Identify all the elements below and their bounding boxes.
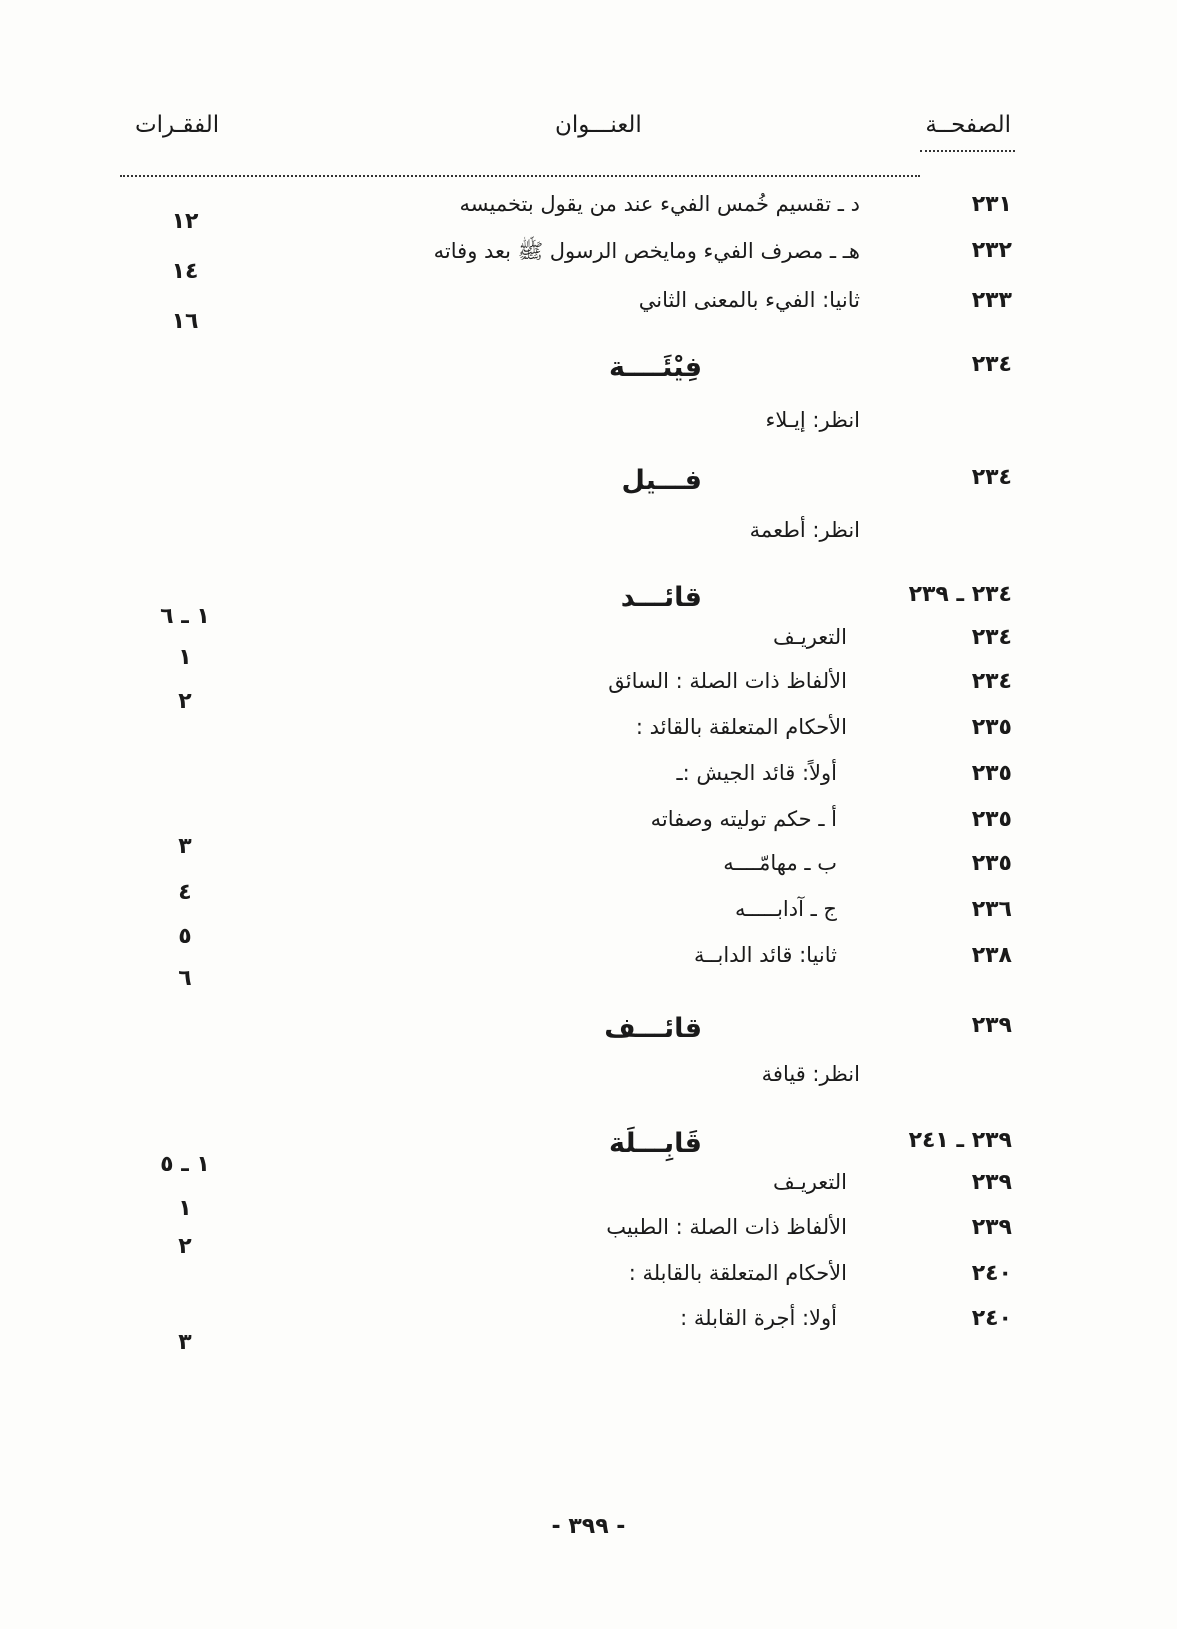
- page-ref: ٢٣٨: [971, 943, 1012, 968]
- index-row: [0, 1330, 1177, 1370]
- page-ref: ٢٣٩ ـ ٢٤١: [908, 1128, 1012, 1153]
- index-row: [0, 761, 1177, 801]
- paragraph-ref: ١: [178, 645, 192, 670]
- index-row: [0, 465, 1177, 505]
- paragraph-ref: ٦: [178, 966, 192, 991]
- entry-title: التعريـف: [772, 625, 847, 649]
- page-ref: ٢٣٤: [971, 669, 1012, 694]
- index-row: [0, 408, 1177, 448]
- entry-title: ثانيا: قائد الدابــة: [693, 943, 837, 967]
- page-ref: ٢٣٦: [971, 897, 1012, 922]
- paragraph-ref: ٤: [178, 880, 192, 905]
- entry-title: الألفاظ ذات الصلة : الطبيب: [606, 1215, 847, 1239]
- paragraph-ref: ٢: [178, 1234, 192, 1259]
- page-ref: ٢٣٤ ـ ٢٣٩: [908, 582, 1012, 607]
- page-ref: ٢٣٤: [971, 352, 1012, 377]
- page-ref: ٢٣٩: [971, 1170, 1012, 1195]
- index-row: [0, 715, 1177, 755]
- entry-title: التعريـف: [772, 1170, 847, 1194]
- page-ref: ٢٣٥: [971, 715, 1012, 740]
- paragraph-ref: ١: [178, 1196, 192, 1221]
- paragraph-ref: ٣: [178, 1330, 192, 1355]
- page-ref: ٢٣٤: [971, 625, 1012, 650]
- entry-title: أ ـ حكم توليته وصفاته: [650, 807, 837, 831]
- entry-title: هـ ـ مصرف الفيء ومايخص الرسول ﷺ بعد وفاته: [433, 239, 860, 263]
- entry-term: قَابِـــلَة: [608, 1128, 702, 1159]
- header-page-column: الصفحــة: [925, 112, 1011, 138]
- entry-title: الأحكام المتعلقة بالقابلة :: [628, 1261, 847, 1285]
- header-title-column: العنـــوان: [555, 112, 642, 138]
- paragraph-ref: ٣: [178, 834, 192, 859]
- entry-title: د ـ تقسيم خُمس الفيء عند من يقول بتخميسه: [459, 192, 860, 216]
- index-row: [0, 966, 1177, 1006]
- header-dotted-rule-right: [920, 150, 1015, 152]
- index-row: [0, 1062, 1177, 1102]
- index-row: [0, 309, 1177, 349]
- index-row: [0, 352, 1177, 392]
- paragraph-ref: ١ ـ ٦: [160, 604, 210, 629]
- index-row: [0, 1013, 1177, 1053]
- entry-term: قائـــف: [604, 1013, 702, 1044]
- paragraph-ref: ١ ـ ٥: [160, 1152, 210, 1177]
- header-paragraphs-column: الفقـرات: [135, 112, 220, 138]
- page-ref: ٢٣٩: [971, 1013, 1012, 1038]
- page-ref: ٢٣٥: [971, 807, 1012, 832]
- entry-title: الأحكام المتعلقة بالقائد :: [635, 715, 847, 739]
- entry-title: ثانيا: الفيء بالمعنى الثاني: [638, 288, 860, 312]
- entry-title: الألفاظ ذات الصلة : السائق: [608, 669, 847, 693]
- paragraph-ref: ٥: [178, 924, 192, 949]
- page-ref: ٢٣١: [971, 192, 1012, 217]
- header-dotted-rule-left: [120, 175, 920, 177]
- entry-term: قائـــد: [620, 582, 702, 613]
- page-ref: ٢٣٥: [971, 761, 1012, 786]
- page-ref: ٢٤٠: [971, 1306, 1012, 1331]
- page-ref: ٢٣٢: [971, 238, 1012, 263]
- entry-term: فـــيل: [621, 465, 702, 496]
- entry-title: أولاً: قائد الجيش :ـ: [676, 761, 837, 785]
- entry-title: أولا: أجرة القابلة :: [680, 1306, 837, 1330]
- page-ref: ٢٤٠: [971, 1261, 1012, 1286]
- page-number: - ٣٩٩ -: [551, 1514, 626, 1539]
- entry-term: فِيْئَــــة: [608, 352, 702, 383]
- paragraph-ref: ١٢: [171, 209, 199, 234]
- entry-title: ج ـ آدابـــــه: [735, 897, 837, 921]
- paragraph-ref: ١٦: [171, 309, 199, 334]
- page-ref: ٢٣٥: [971, 851, 1012, 876]
- index-row: [0, 1261, 1177, 1301]
- page-ref: ٢٣٩: [971, 1215, 1012, 1240]
- entry-title: ب ـ مهامّــــه: [723, 851, 837, 875]
- see-also: انظر: أطعمة: [749, 518, 860, 542]
- index-row: [0, 518, 1177, 558]
- see-also: انظر: قيافة: [761, 1062, 860, 1086]
- paragraph-ref: ٢: [178, 689, 192, 714]
- see-also: انظر: إيـلاء: [765, 408, 860, 432]
- page-ref: ٢٣٣: [971, 288, 1012, 313]
- paragraph-ref: ١٤: [171, 259, 199, 284]
- page-ref: ٢٣٤: [971, 465, 1012, 490]
